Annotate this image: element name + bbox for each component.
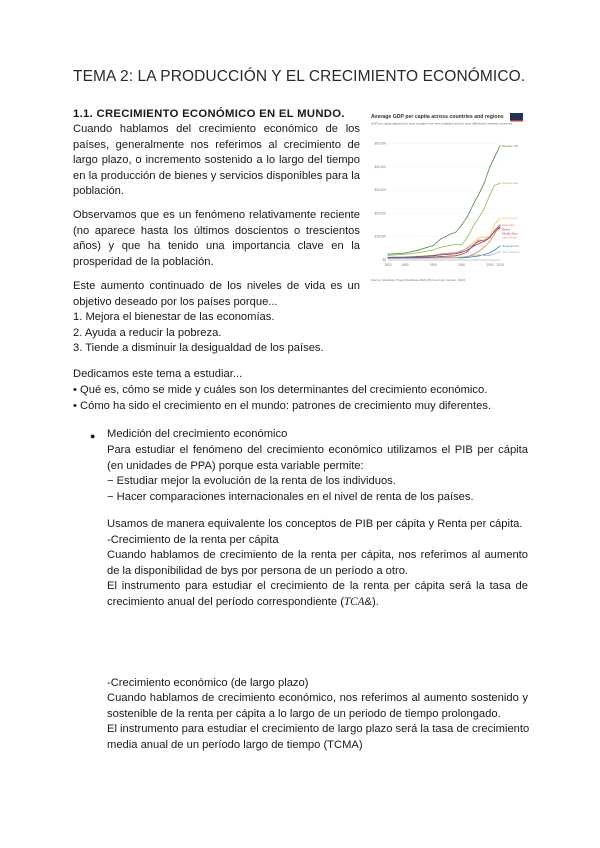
section-heading: 1.1. CRECIMIENTO ECONÓMICO EN EL MUNDO.	[73, 108, 345, 120]
data-point	[467, 248, 468, 249]
data-point	[489, 194, 490, 195]
x-tick-label: 1950	[457, 263, 466, 267]
data-point	[455, 252, 456, 253]
y-tick-label: $50,000	[374, 141, 386, 146]
data-point	[489, 255, 490, 256]
legend-label: East Asia	[502, 223, 515, 228]
list-item: 2. Ayuda a reducir la pobreza.	[73, 326, 222, 339]
legend-label: Middle East	[502, 231, 518, 236]
legend-label: Western Off	[502, 143, 518, 148]
subsection-title-renta: -Crecimiento de la renta per cápita	[107, 534, 279, 546]
data-point	[474, 201, 475, 202]
data-point	[440, 247, 441, 248]
data-point	[478, 241, 479, 242]
data-point	[416, 253, 417, 254]
data-point	[449, 245, 450, 246]
data-point	[489, 252, 490, 253]
data-point	[484, 208, 485, 209]
data-point	[500, 218, 501, 219]
data-point	[467, 250, 468, 251]
paragraph-pib: Para estudiar el fenómeno del crecimiento económico utilizamos el PIB per cápita (en unidades de PPA) porque esta variable permite:	[107, 444, 528, 472]
data-point	[478, 239, 479, 240]
data-point	[449, 257, 450, 258]
gdp-chart-svg	[368, 110, 526, 286]
list-item: • Qué es, cómo se mide y cuáles son los determinantes del crecimiento económico.	[73, 384, 488, 396]
bullet-icon: ●	[90, 431, 96, 441]
owid-logo	[510, 113, 523, 121]
data-point	[440, 256, 441, 257]
data-point	[455, 257, 456, 258]
data-point	[478, 218, 479, 219]
legend-label: South and S	[502, 244, 519, 249]
data-point	[494, 185, 495, 186]
legend-label: World	[502, 227, 510, 232]
data-point	[500, 246, 501, 247]
owid-logo-stripe	[510, 120, 523, 122]
data-point	[449, 234, 450, 235]
paragraph-renta-growth: Cuando hablamos de crecimiento de la renta per cápita, nos referimos al aumento de la disponibilidad de bys por persona de un período a otro.	[107, 549, 528, 577]
data-point	[494, 250, 495, 251]
list-item: − Hacer comparaciones internacionales en el nivel de renta de los países.	[107, 490, 474, 503]
data-point	[494, 225, 495, 226]
paragraph-equivalence: Usamos de manera equivalente los conceptos de PIB per cápita y Renta per cápita.	[107, 518, 523, 530]
paragraph-tca: El instrumento para estudiar el crecimiento de la renta per cápita será la tasa de crecimiento anual del período correspondiente (TCA&).	[107, 580, 528, 608]
data-point	[461, 250, 462, 251]
data-point	[440, 239, 441, 240]
paragraph-growth-definition: Cuando hablamos del crecimiento económico de los países, generalmente nos referimos al crecimiento de largo plazo, o incremento sostenido a lo largo del tiempo en la producción de bienes y servicios disponibles para la población.	[73, 123, 360, 198]
data-point	[467, 257, 468, 258]
list-item: 1. Mejora el bienestar de las economías.	[73, 311, 275, 323]
data-point	[494, 234, 495, 235]
y-tick-label: $10,000	[374, 234, 386, 239]
data-point	[449, 254, 450, 255]
legend-label: Western Eur	[502, 181, 519, 186]
tca-formula: TCA	[343, 595, 365, 608]
data-point	[416, 250, 417, 251]
legend-label: Eastern Eur	[502, 216, 518, 221]
data-point	[449, 256, 450, 257]
data-point	[474, 256, 475, 257]
chart-source: Source: Maddison Project Database 2020 (Bolt and van Zanden, 2020)	[371, 278, 466, 282]
data-point	[500, 227, 501, 228]
x-tick-label: 1850	[401, 263, 409, 267]
data-point	[461, 256, 462, 257]
data-point	[433, 255, 434, 256]
data-point	[455, 255, 456, 256]
list-item: • Cómo ha sido el crecimiento en el mundo: patrones de crecimiento muy diferentes.	[73, 399, 492, 412]
data-point	[433, 245, 434, 246]
legend-label: Sub-Saharan	[502, 249, 520, 254]
x-tick-label: 2018	[496, 263, 504, 267]
data-point	[484, 255, 485, 256]
pib-reasons-list	[107, 474, 547, 505]
paragraph-objective: Este aumento continuado de los niveles de vida es un objetivo deseado por los países porque...	[73, 280, 360, 308]
data-point	[455, 232, 456, 233]
study-intro: Dedicamos este tema a estudiar...	[73, 368, 243, 380]
gdp-chart	[368, 110, 526, 286]
data-point	[416, 258, 417, 259]
data-point	[478, 256, 479, 257]
measurement-bullet-title: Medición del crecimiento económico	[107, 428, 288, 440]
data-point	[484, 241, 485, 242]
x-tick-label: 1820	[384, 263, 392, 267]
data-point	[500, 225, 501, 226]
data-point	[404, 258, 405, 259]
data-point	[478, 251, 479, 252]
data-point	[461, 254, 462, 255]
data-point	[388, 255, 389, 256]
data-point	[474, 255, 475, 256]
data-point	[494, 230, 495, 231]
data-point	[440, 254, 441, 255]
data-point	[440, 253, 441, 254]
y-tick-label: $30,000	[374, 188, 386, 193]
data-point	[388, 258, 389, 259]
data-point	[474, 245, 475, 246]
chart-subtitle: GDP per capita adjusted for price changes over time (inflation) and for price differences between countries	[371, 121, 512, 126]
data-point	[474, 223, 475, 224]
data-point	[433, 258, 434, 259]
data-point	[478, 194, 479, 195]
data-point	[449, 253, 450, 254]
data-point	[404, 253, 405, 254]
y-tick-label: $20,000	[374, 211, 386, 216]
data-point	[474, 243, 475, 244]
data-point	[484, 240, 485, 241]
study-list	[73, 383, 553, 414]
data-point	[461, 252, 462, 253]
data-point	[474, 253, 475, 254]
data-point	[489, 241, 490, 242]
data-point	[494, 253, 495, 254]
data-point	[489, 166, 490, 167]
legend-label: Latin Ameri	[502, 235, 518, 240]
data-point	[478, 254, 479, 255]
y-tick-label: $0	[382, 258, 386, 262]
x-tick-label: 1900	[429, 263, 437, 267]
data-point	[478, 237, 479, 238]
data-point	[467, 237, 468, 238]
paragraph-recent-phenomenon: Observamos que es un fenómeno relativamente reciente (no aparece hasta los últimos doscientos o trescientos años) y que ha tenido una importancia clave en la prosperidad de la población.	[73, 209, 360, 268]
data-point	[474, 241, 475, 242]
data-point	[388, 254, 389, 255]
data-point	[433, 249, 434, 250]
chart-title: Average GDP per capita across countries and regions	[371, 114, 504, 120]
data-point	[484, 183, 485, 184]
data-point	[467, 251, 468, 252]
data-point	[461, 225, 462, 226]
y-tick-label: $40,000	[374, 164, 386, 169]
data-point	[461, 257, 462, 258]
list-item: − Estudiar mejor la evolución de la renta de los individuos.	[107, 475, 396, 487]
data-point	[500, 251, 501, 252]
data-point	[461, 244, 462, 245]
data-point	[489, 237, 490, 238]
data-point	[404, 254, 405, 255]
paragraph-long-run-growth: Cuando hablamos de crecimiento económico, nos referimos al aumento sostenido y sostenible de la renta per cápita a lo largo de un periodo de tiempo prolongado.	[107, 692, 528, 720]
x-tick-label: 2000	[486, 263, 494, 267]
data-point	[455, 253, 456, 254]
data-point	[500, 145, 501, 146]
data-point	[478, 243, 479, 244]
data-point	[440, 257, 441, 258]
data-point	[467, 256, 468, 257]
data-point	[416, 256, 417, 257]
page-title: TEMA 2: LA PRODUCCIÓN Y EL CRECIMIENTO ECONÓMICO.	[73, 68, 526, 85]
data-point	[494, 157, 495, 158]
data-point	[484, 237, 485, 238]
list-item: 3. Tiende a disminuir la desigualdad de los países.	[73, 342, 324, 355]
data-point	[467, 216, 468, 217]
data-point	[455, 244, 456, 245]
data-point	[484, 247, 485, 248]
data-point	[500, 183, 501, 184]
data-point	[500, 228, 501, 229]
reasons-list	[73, 310, 373, 357]
subsection-title-long-run: -Crecimiento económico (de largo plazo)	[107, 677, 309, 689]
paragraph-tcma: El instrumento para estudiar el crecimiento de largo plazo será la tasa de crecimiento media anual de un período largo de tiempo (TCMA)	[107, 723, 530, 751]
